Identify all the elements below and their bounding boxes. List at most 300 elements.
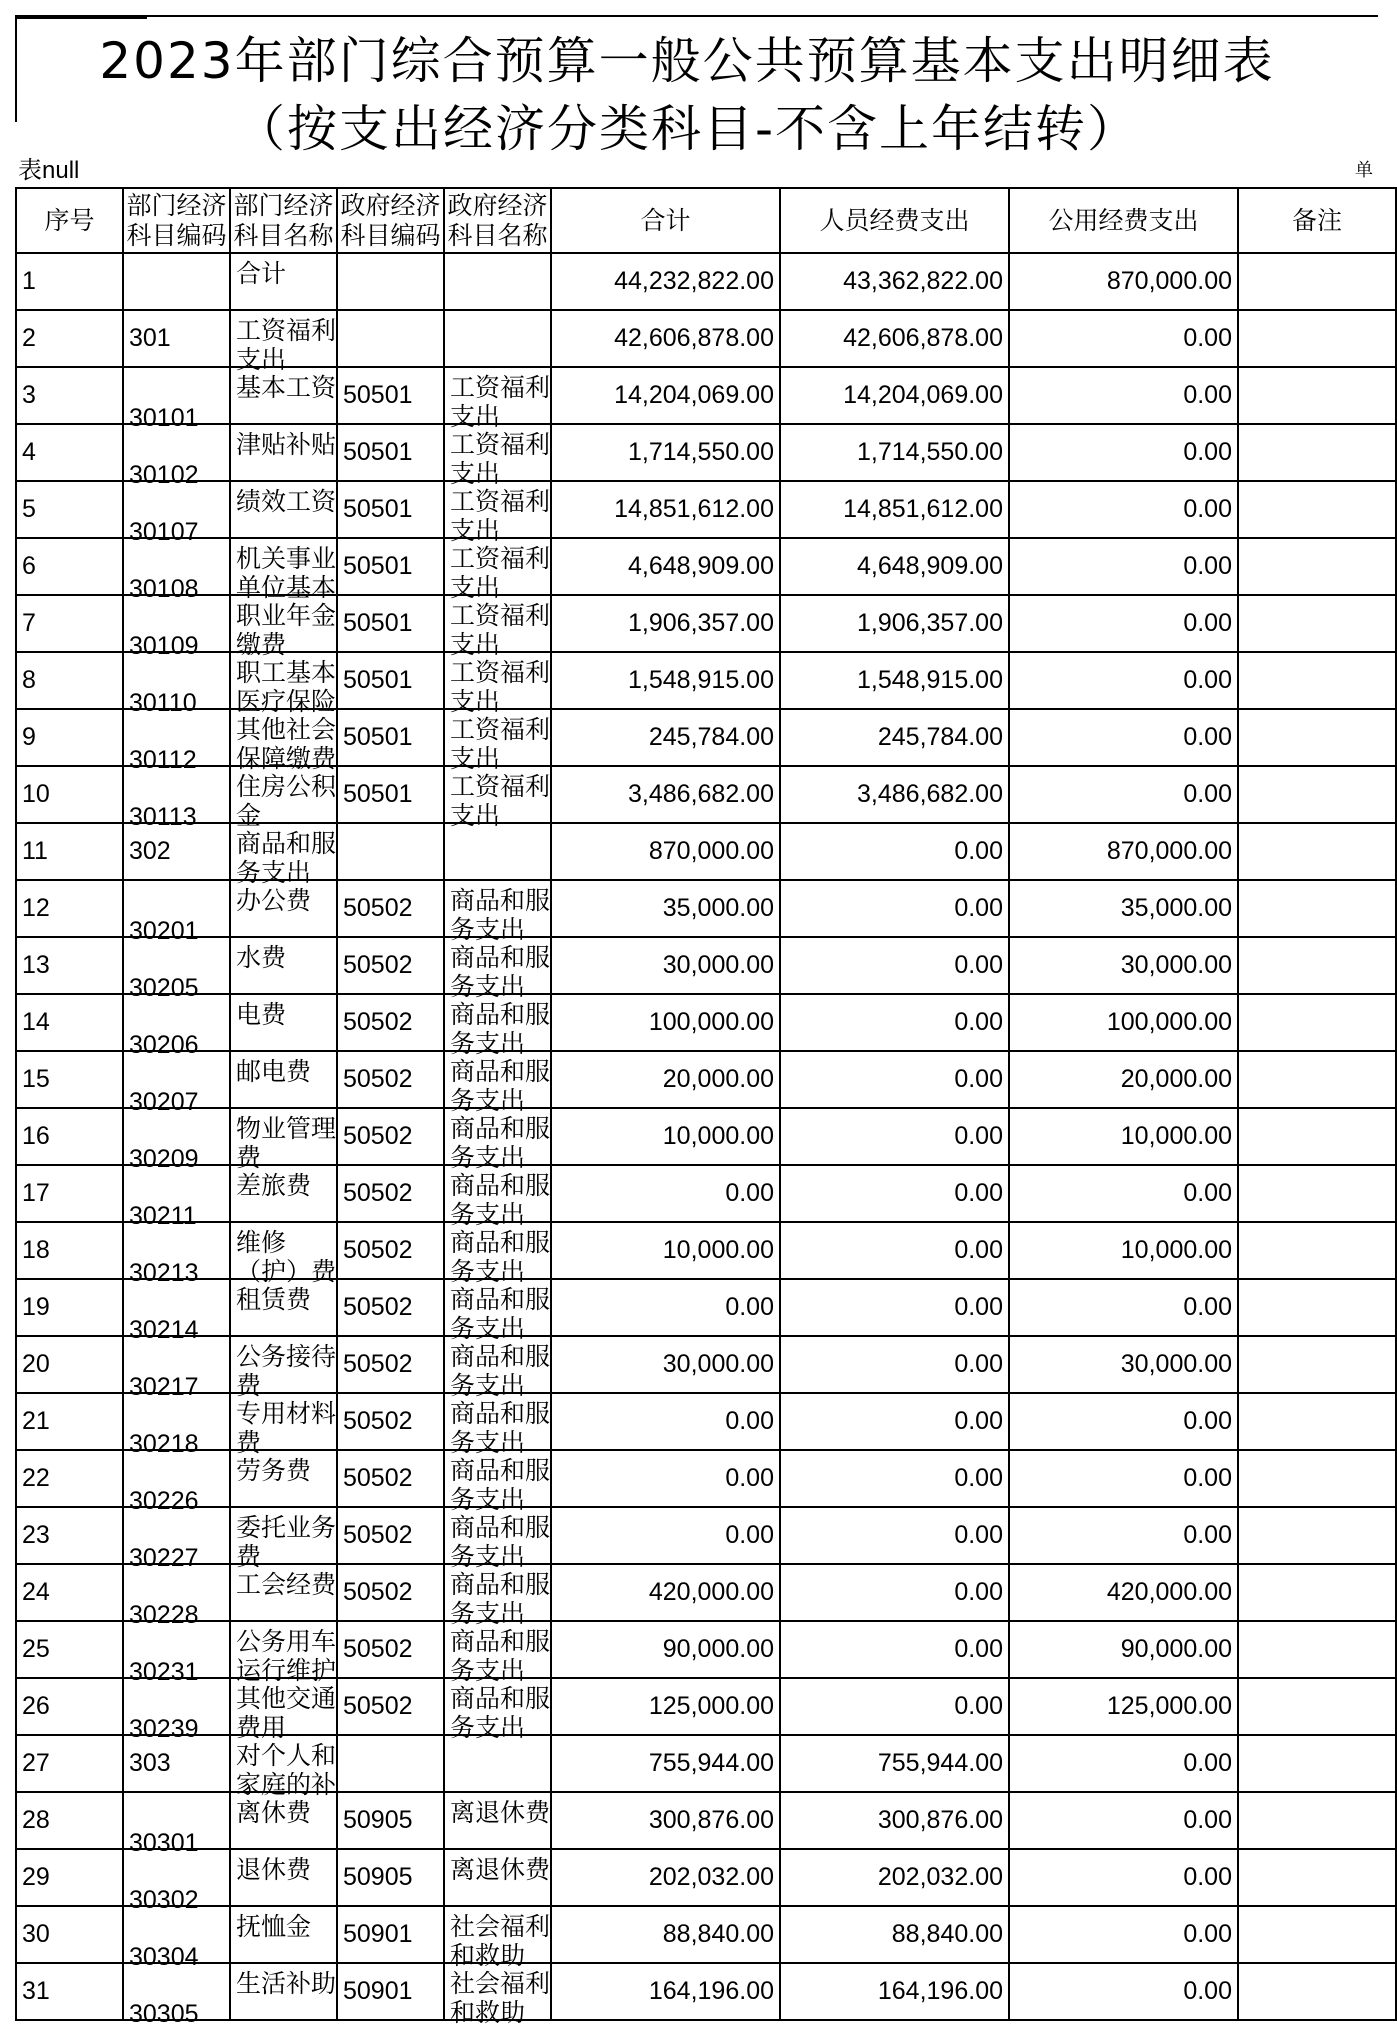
cell-no: 3: [16, 367, 123, 424]
cell-dept-name: [230, 1222, 337, 1286]
cell-no: 9: [16, 709, 123, 766]
cell-public: 125,000.00: [1009, 1678, 1238, 1735]
table-row: [16, 367, 1396, 424]
cell-gov-name-text: 工资福利支出: [450, 373, 551, 431]
cell-dept-code: [123, 1792, 230, 1857]
cell-public: 0.00: [1009, 1165, 1238, 1222]
cell-total: 300,876.00: [551, 1792, 780, 1849]
cell-gov-name: [444, 1165, 551, 1229]
cell-dept-name: [230, 253, 337, 310]
cell-dept-code-text: 30218: [129, 1430, 199, 1458]
cell-dept-name: [230, 1165, 337, 1222]
cell-remark: [1238, 937, 1396, 994]
cell-public: 10,000.00: [1009, 1222, 1238, 1279]
cell-dept-code: [123, 880, 230, 945]
cell-gov-name-text: 工资福利支出: [450, 487, 551, 545]
table-header-row: [16, 188, 1396, 253]
cell-dept-name-text: 专用材料费: [236, 1399, 337, 1457]
cell-dept-code: [123, 1621, 230, 1686]
cell-gov-name: [444, 937, 551, 1001]
cell-remark: [1238, 1792, 1396, 1849]
cell-gov-name: [444, 1336, 551, 1400]
cell-no: 4: [16, 424, 123, 481]
cell-total: 1,714,550.00: [551, 424, 780, 481]
cell-dept-name-text: 电费: [236, 1000, 287, 1029]
cell-dept-name: [230, 1735, 337, 1799]
cell-gov-code: 50501: [337, 709, 444, 766]
cell-gov-name-text: 商品和服务支出: [450, 1171, 551, 1229]
cell-dept-name-text: 对个人和家庭的补: [236, 1741, 337, 1799]
cell-dept-name: [230, 1564, 337, 1621]
cell-no: 16: [16, 1108, 123, 1165]
cell-gov-name-text: 商品和服务支出: [450, 1456, 551, 1514]
cell-gov-name: [444, 1507, 551, 1571]
table-body: [16, 253, 1396, 2028]
cell-dept-name: [230, 823, 337, 887]
cell-dept-code: [123, 709, 230, 774]
budget-table-container: [15, 187, 1376, 2028]
cell-dept-code-text: 30214: [129, 1316, 199, 1344]
cell-public: 0.00: [1009, 595, 1238, 652]
cell-gov-name: [444, 652, 551, 716]
table-row: [16, 1678, 1396, 1735]
cell-gov-name: [444, 595, 551, 659]
cell-dept-name-text: 绩效工资: [236, 487, 337, 516]
cell-dept-name-text: 公务用车运行维护: [236, 1627, 337, 1685]
cell-remark: [1238, 1906, 1396, 1963]
cell-gov-name: [444, 1735, 551, 1792]
cell-no: 19: [16, 1279, 123, 1336]
cell-personnel: 0.00: [780, 1450, 1009, 1507]
title-frame: [15, 15, 1378, 158]
cell-no: 21: [16, 1393, 123, 1450]
cell-gov-name-text: [450, 829, 550, 871]
cell-gov-name: [444, 481, 551, 545]
cell-dept-name-text: 合计: [236, 259, 287, 288]
cell-personnel: 755,944.00: [780, 1735, 1009, 1792]
cell-gov-name-text: 商品和服务支出: [450, 1684, 551, 1742]
cell-no: 26: [16, 1678, 123, 1735]
cell-remark: [1238, 1507, 1396, 1564]
cell-gov-code: 50501: [337, 652, 444, 709]
cell-total: 1,906,357.00: [551, 595, 780, 652]
cell-dept-name: [230, 1507, 337, 1571]
cell-gov-code: 50901: [337, 1906, 444, 1963]
cell-total: 14,851,612.00: [551, 481, 780, 538]
cell-gov-code: 50502: [337, 1165, 444, 1222]
cell-total: 125,000.00: [551, 1678, 780, 1735]
title-corner-line: [17, 17, 147, 19]
table-row: [16, 937, 1396, 994]
cell-dept-code: 303: [123, 1735, 230, 1792]
cell-remark: [1238, 994, 1396, 1051]
cell-dept-name-text: 抚恤金: [236, 1912, 312, 1941]
cell-no: 8: [16, 652, 123, 709]
cell-public: 100,000.00: [1009, 994, 1238, 1051]
cell-dept-code-text: 30108: [129, 575, 199, 603]
cell-personnel: 43,362,822.00: [780, 253, 1009, 310]
cell-public: 0.00: [1009, 1393, 1238, 1450]
cell-gov-name: [444, 766, 551, 830]
cell-total: 1,548,915.00: [551, 652, 780, 709]
cell-total: 10,000.00: [551, 1108, 780, 1165]
table-row: [16, 1849, 1396, 1906]
cell-personnel: 164,196.00: [780, 1963, 1009, 2020]
cell-public: 870,000.00: [1009, 823, 1238, 880]
cell-dept-code-text: 30113: [129, 803, 197, 831]
cell-gov-name-text: 社会福利和救助: [450, 1912, 551, 1970]
sheet-label: 表null: [18, 157, 80, 184]
cell-personnel: 1,548,915.00: [780, 652, 1009, 709]
cell-public: 30,000.00: [1009, 1336, 1238, 1393]
cell-gov-name: [444, 1393, 551, 1457]
cell-dept-code: [123, 1336, 230, 1401]
cell-dept-code-text: 30209: [129, 1145, 199, 1173]
cell-public: 870,000.00: [1009, 253, 1238, 310]
cell-remark: [1238, 1393, 1396, 1450]
cell-dept-code: [123, 652, 230, 717]
cell-dept-code: [123, 994, 230, 1059]
cell-total: 202,032.00: [551, 1849, 780, 1906]
cell-dept-code: [123, 766, 230, 831]
cell-dept-name-text: 劳务费: [236, 1456, 312, 1485]
cell-personnel: 0.00: [780, 1336, 1009, 1393]
cell-personnel: 0.00: [780, 937, 1009, 994]
table-row: [16, 709, 1396, 766]
cell-dept-name: [230, 1792, 337, 1849]
table-row: [16, 1279, 1396, 1336]
table-row: [16, 880, 1396, 937]
cell-public: 0.00: [1009, 652, 1238, 709]
cell-gov-code: 50502: [337, 1621, 444, 1678]
cell-gov-name: [444, 709, 551, 773]
cell-no: 7: [16, 595, 123, 652]
cell-total: 3,486,682.00: [551, 766, 780, 823]
cell-personnel: 4,648,909.00: [780, 538, 1009, 595]
cell-no: 13: [16, 937, 123, 994]
cell-remark: [1238, 1051, 1396, 1108]
cell-dept-code-text: 30201: [129, 917, 199, 945]
cell-public: 90,000.00: [1009, 1621, 1238, 1678]
cell-dept-name-text: 职工基本医疗保险: [236, 658, 337, 716]
cell-public: 0.00: [1009, 1792, 1238, 1849]
cell-dept-name: [230, 1336, 337, 1400]
table-row: [16, 994, 1396, 1051]
cell-gov-code: 50501: [337, 766, 444, 823]
cell-public: 0.00: [1009, 1963, 1238, 2020]
cell-no: 1: [16, 253, 123, 310]
cell-no: 5: [16, 481, 123, 538]
table-row: [16, 1906, 1396, 1963]
cell-gov-code: 50502: [337, 1564, 444, 1621]
cell-dept-code-text: 30102: [129, 461, 199, 489]
cell-gov-name-text: 工资福利支出: [450, 715, 551, 773]
cell-remark: [1238, 1963, 1396, 2020]
cell-dept-code: [123, 1393, 230, 1458]
header-personnel: 人员经费支出: [780, 188, 1009, 253]
cell-dept-code: [123, 1222, 230, 1287]
cell-public: 20,000.00: [1009, 1051, 1238, 1108]
cell-dept-name-text: 公务接待费: [236, 1342, 337, 1400]
cell-personnel: 0.00: [780, 994, 1009, 1051]
cell-no: 28: [16, 1792, 123, 1849]
cell-public: 0.00: [1009, 1735, 1238, 1792]
cell-dept-code: [123, 1564, 230, 1629]
table-row: [16, 1621, 1396, 1678]
cell-gov-name-text: [450, 1741, 550, 1783]
table-row: [16, 1735, 1396, 1792]
cell-total: 0.00: [551, 1279, 780, 1336]
cell-dept-name-text: 津贴补贴: [236, 430, 337, 459]
cell-gov-name-text: 离退休费: [450, 1855, 551, 1884]
cell-dept-name-text: 职业年金缴费: [236, 601, 337, 659]
cell-dept-code-text: 30207: [129, 1088, 199, 1116]
header-gov-code: 政府经济科目编码: [337, 188, 444, 253]
cell-gov-code: 50502: [337, 880, 444, 937]
cell-personnel: 0.00: [780, 1165, 1009, 1222]
cell-dept-name: [230, 424, 337, 481]
cell-remark: [1238, 1621, 1396, 1678]
cell-no: 20: [16, 1336, 123, 1393]
cell-gov-name: [444, 253, 551, 310]
cell-gov-code: 50905: [337, 1849, 444, 1906]
cell-gov-name: [444, 1621, 551, 1685]
cell-dept-code-text: 30305: [129, 2000, 199, 2028]
cell-gov-name-text: 工资福利支出: [450, 601, 551, 659]
cell-gov-code: 50905: [337, 1792, 444, 1849]
cell-gov-code: 50502: [337, 1678, 444, 1735]
cell-dept-name: [230, 766, 337, 830]
cell-personnel: 0.00: [780, 1222, 1009, 1279]
cell-no: 27: [16, 1735, 123, 1792]
cell-total: 30,000.00: [551, 937, 780, 994]
cell-dept-name-text: 机关事业单位基本: [236, 544, 337, 602]
cell-remark: [1238, 253, 1396, 310]
cell-total: 755,944.00: [551, 1735, 780, 1792]
cell-public: 0.00: [1009, 310, 1238, 367]
cell-dept-code-text: 30109: [129, 632, 199, 660]
cell-public: 420,000.00: [1009, 1564, 1238, 1621]
cell-remark: [1238, 709, 1396, 766]
table-row: [16, 823, 1396, 880]
cell-gov-name: [444, 994, 551, 1058]
cell-public: 0.00: [1009, 538, 1238, 595]
cell-personnel: 0.00: [780, 1051, 1009, 1108]
cell-personnel: 42,606,878.00: [780, 310, 1009, 367]
cell-dept-code: [123, 1678, 230, 1743]
cell-gov-code: 50502: [337, 1222, 444, 1279]
cell-gov-name-text: 商品和服务支出: [450, 1513, 551, 1571]
cell-total: 4,648,909.00: [551, 538, 780, 595]
cell-personnel: 0.00: [780, 1393, 1009, 1450]
cell-dept-name-text: 工会经费: [236, 1570, 337, 1599]
cell-gov-code: 50502: [337, 1393, 444, 1450]
cell-total: 0.00: [551, 1450, 780, 1507]
cell-public: 0.00: [1009, 766, 1238, 823]
cell-total: 42,606,878.00: [551, 310, 780, 367]
cell-dept-name-text: 水费: [236, 943, 287, 972]
cell-dept-name: [230, 937, 337, 994]
cell-remark: [1238, 1735, 1396, 1792]
cell-dept-code: [123, 595, 230, 660]
cell-personnel: 0.00: [780, 1507, 1009, 1564]
cell-gov-code: 50502: [337, 1108, 444, 1165]
header-remark: 备注: [1238, 188, 1396, 253]
cell-personnel: 0.00: [780, 880, 1009, 937]
cell-remark: [1238, 880, 1396, 937]
cell-gov-code: 50501: [337, 424, 444, 481]
cell-gov-code: 50501: [337, 538, 444, 595]
cell-remark: [1238, 1678, 1396, 1735]
cell-total: 14,204,069.00: [551, 367, 780, 424]
table-row: [16, 424, 1396, 481]
cell-public: 0.00: [1009, 481, 1238, 538]
cell-dept-code-text: 30304: [129, 1943, 199, 1971]
cell-gov-code: 50502: [337, 1051, 444, 1108]
page-subtitle: （按支出经济分类科目-不含上年结转）: [234, 100, 1140, 158]
cell-gov-name: [444, 1849, 551, 1906]
cell-gov-name: [444, 1906, 551, 1970]
cell-dept-code: [123, 1906, 230, 1971]
cell-dept-name-text: 物业管理费: [236, 1114, 337, 1172]
cell-personnel: 0.00: [780, 1621, 1009, 1678]
cell-dept-name: [230, 652, 337, 716]
cell-dept-code: [123, 1450, 230, 1515]
cell-remark: [1238, 310, 1396, 367]
cell-dept-code-text: 30217: [129, 1373, 199, 1401]
cell-remark: [1238, 1165, 1396, 1222]
cell-gov-name-text: [450, 316, 550, 358]
cell-total: 20,000.00: [551, 1051, 780, 1108]
cell-total: 870,000.00: [551, 823, 780, 880]
cell-gov-name-text: 商品和服务支出: [450, 1114, 551, 1172]
cell-no: 6: [16, 538, 123, 595]
cell-dept-code-text: 30228: [129, 1601, 199, 1629]
cell-dept-name-text: 租赁费: [236, 1285, 312, 1314]
cell-total: 245,784.00: [551, 709, 780, 766]
cell-public: 0.00: [1009, 1450, 1238, 1507]
cell-total: 0.00: [551, 1393, 780, 1450]
cell-public: 10,000.00: [1009, 1108, 1238, 1165]
cell-personnel: 300,876.00: [780, 1792, 1009, 1849]
cell-public: 0.00: [1009, 1849, 1238, 1906]
cell-no: 11: [16, 823, 123, 880]
cell-dept-name: [230, 1108, 337, 1172]
cell-gov-name-text: 商品和服务支出: [450, 1000, 551, 1058]
cell-total: 10,000.00: [551, 1222, 780, 1279]
cell-remark: [1238, 424, 1396, 481]
table-row: [16, 1108, 1396, 1165]
table-row: [16, 1507, 1396, 1564]
cell-gov-code: 50502: [337, 994, 444, 1051]
table-row: [16, 1222, 1396, 1279]
cell-dept-name: [230, 709, 337, 773]
cell-no: 22: [16, 1450, 123, 1507]
cell-gov-code: 50501: [337, 367, 444, 424]
cell-remark: [1238, 1564, 1396, 1621]
cell-dept-name-text: 住房公积金: [236, 772, 337, 830]
cell-dept-code: [123, 1108, 230, 1173]
cell-no: 18: [16, 1222, 123, 1279]
cell-dept-name: [230, 595, 337, 659]
cell-dept-name: [230, 481, 337, 538]
cell-gov-name: [444, 1450, 551, 1514]
cell-no: 14: [16, 994, 123, 1051]
cell-dept-name: [230, 1450, 337, 1507]
cell-public: 0.00: [1009, 1507, 1238, 1564]
table-row: [16, 595, 1396, 652]
cell-gov-name-text: 工资福利支出: [450, 772, 551, 830]
table-row: [16, 1393, 1396, 1450]
cell-gov-name-text: 商品和服务支出: [450, 1285, 551, 1343]
cell-remark: [1238, 652, 1396, 709]
table-row: [16, 253, 1396, 310]
cell-dept-code-text: 30301: [129, 1829, 199, 1857]
cell-gov-name: [444, 1564, 551, 1628]
cell-personnel: 14,204,069.00: [780, 367, 1009, 424]
cell-personnel: 0.00: [780, 1279, 1009, 1336]
cell-dept-name: [230, 1621, 337, 1685]
table-row: [16, 1165, 1396, 1222]
cell-dept-code-text: 30302: [129, 1886, 199, 1914]
cell-gov-name: [444, 538, 551, 602]
cell-remark: [1238, 1279, 1396, 1336]
cell-gov-code: 50502: [337, 937, 444, 994]
cell-total: 164,196.00: [551, 1963, 780, 2020]
cell-personnel: 3,486,682.00: [780, 766, 1009, 823]
cell-dept-name: [230, 880, 337, 937]
cell-dept-code-text: 30206: [129, 1031, 199, 1059]
cell-dept-name-text: 邮电费: [236, 1057, 312, 1086]
cell-dept-code: [123, 481, 230, 546]
cell-gov-name: [444, 1051, 551, 1115]
cell-dept-name-text: 其他社会保障缴费: [236, 715, 337, 773]
header-no: 序号: [16, 188, 123, 253]
cell-remark: [1238, 1849, 1396, 1906]
cell-total: 100,000.00: [551, 994, 780, 1051]
cell-dept-code: [123, 1507, 230, 1572]
cell-gov-code: [337, 823, 444, 880]
cell-dept-code-text: 30205: [129, 974, 199, 1002]
cell-dept-name: [230, 1393, 337, 1457]
cell-remark: [1238, 1108, 1396, 1165]
cell-dept-name: [230, 1678, 337, 1742]
header-dept-code: 部门经济科目编码: [123, 188, 230, 253]
cell-dept-name-text: 基本工资: [236, 373, 337, 402]
table-row: [16, 1564, 1396, 1621]
cell-public: 35,000.00: [1009, 880, 1238, 937]
cell-remark: [1238, 538, 1396, 595]
cell-dept-code: [123, 1849, 230, 1914]
table-row: [16, 766, 1396, 823]
table-row: [16, 1051, 1396, 1108]
cell-dept-code-text: 30112: [129, 746, 197, 774]
cell-dept-code-text: 30107: [129, 518, 199, 546]
cell-gov-code: [337, 310, 444, 367]
cell-public: 0.00: [1009, 709, 1238, 766]
cell-dept-code: [123, 937, 230, 1002]
cell-public: 0.00: [1009, 1279, 1238, 1336]
cell-dept-name-text: 商品和服务支出: [236, 829, 337, 887]
cell-total: 30,000.00: [551, 1336, 780, 1393]
cell-no: 12: [16, 880, 123, 937]
cell-gov-name: [444, 310, 551, 367]
cell-gov-name-text: 商品和服务支出: [450, 886, 551, 944]
cell-remark: [1238, 1450, 1396, 1507]
page-title: 2023年部门综合预算一般公共预算基本支出明细表: [99, 32, 1275, 90]
cell-gov-name: [444, 367, 551, 431]
table-row: [16, 1450, 1396, 1507]
